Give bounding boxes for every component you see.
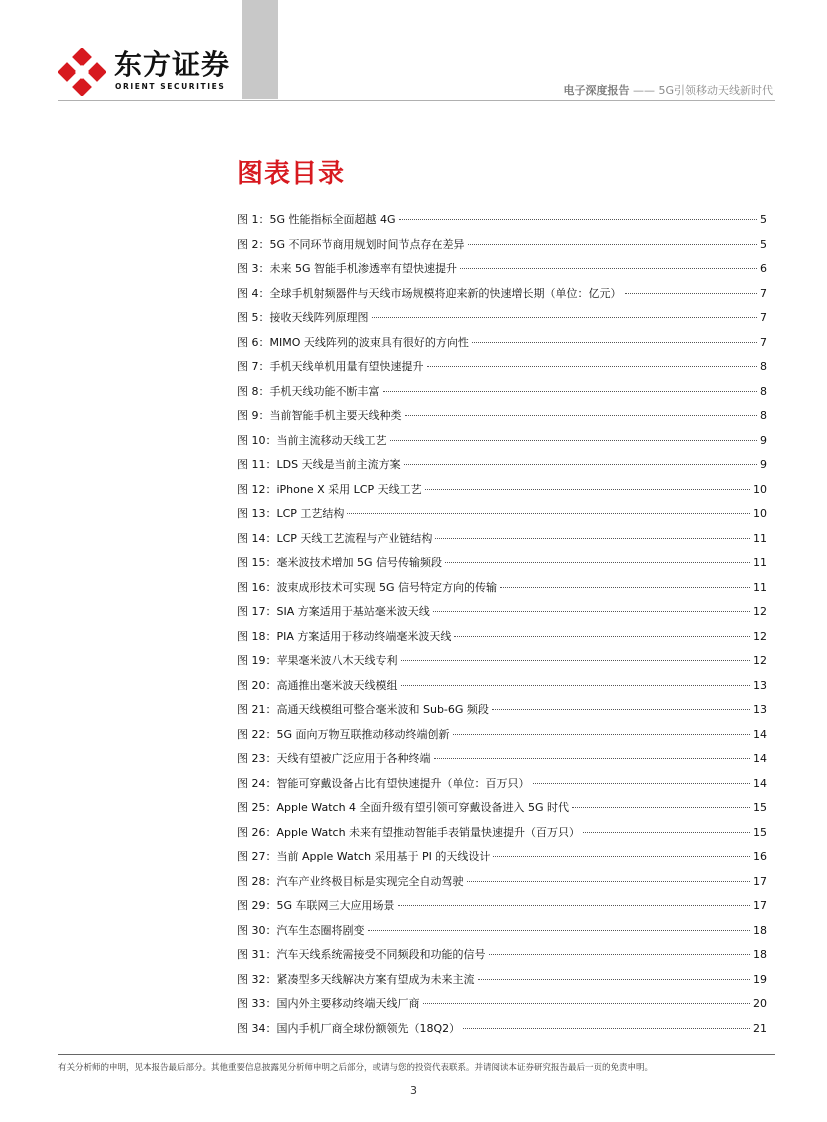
toc-leader-dots [399,219,757,220]
toc-entry-label: 图 9：当前智能手机主要天线种类 [237,409,402,422]
toc-entry[interactable] [237,282,767,307]
toc-entry-label: 图 3：未来 5G 智能手机渗透率有望快速提升 [237,262,458,275]
toc-entry-page: 14 [753,776,767,790]
toc-entry-label: 图 16：波束成形技术可实现 5G 信号特定方向的传输 [237,580,498,594]
toc-leader-dots [445,562,750,563]
toc-entry-page: 18 [753,948,767,961]
toc-entry-label: 图 22：5G 面向万物互联推动移动终端创新 [237,727,450,741]
toc-entry[interactable] [237,992,767,1017]
toc-entry-label: 图 26：Apple Watch 未来有望推动智能手表销量快速提升（百万只） [237,825,581,839]
header-separator: —— [632,84,655,97]
toc-entry[interactable] [237,502,767,527]
toc-entry-page: 8 [760,360,767,373]
toc-entry[interactable] [237,306,767,331]
toc-entry[interactable] [237,796,767,821]
toc-entry-page: 17 [753,899,767,912]
toc-entry-page: 5 [760,213,767,226]
toc-entry[interactable] [237,845,767,870]
toc-entry-label: 图 13：LCP 工艺结构 [237,507,345,520]
toc-leader-dots [500,587,750,588]
toc-leader-dots [463,1028,750,1029]
toc-leader-dots [425,489,750,490]
toc-entry-page: 8 [760,409,767,422]
toc-entry-label: 图 28：汽车产业终极目标是实现完全自动驾驶 [237,874,464,888]
toc-leader-dots [435,538,750,539]
toc-entry-page: 20 [753,997,767,1010]
header-divider [58,100,775,101]
footer-divider [58,1054,775,1055]
toc-title: 图表目录 [237,159,346,189]
toc-leader-dots [401,685,751,686]
toc-leader-dots [423,1003,751,1004]
toc-leader-dots [583,832,750,833]
toc-entry[interactable] [237,894,767,919]
toc-entry[interactable] [237,355,767,380]
toc-entry[interactable] [237,331,767,356]
toc-leader-dots [427,366,758,367]
toc-leader-dots [454,636,750,637]
toc-entry[interactable] [237,208,767,233]
toc-leader-dots [468,244,757,245]
toc-entry-page: 18 [753,923,767,937]
toc-entry-label: 图 24：智能可穿戴设备占比有望快速提升（单位：百万只） [237,776,530,790]
toc-leader-dots [372,317,758,318]
toc-entry-page: 10 [753,482,767,496]
toc-leader-dots [625,293,758,294]
toc-entry-page: 12 [753,629,767,643]
toc-entry-label: 图 34：国内手机厂商全球份额领先（18Q2） [237,1021,461,1035]
toc-entry[interactable] [237,527,767,552]
toc-leader-dots [472,342,757,343]
page-number: 3 [410,1084,417,1097]
toc-entry[interactable] [237,649,767,674]
toc-leader-dots [493,856,750,857]
toc-entry[interactable] [237,772,767,797]
toc-entry[interactable] [237,821,767,846]
toc-entry[interactable] [237,380,767,405]
toc-entry-page: 11 [753,556,767,569]
toc-entry-page: 7 [760,311,767,324]
toc-entry[interactable] [237,600,767,625]
toc-entry[interactable] [237,233,767,258]
toc-entry-page: 19 [753,972,767,986]
toc-entry-label: 图 5：接收天线阵列原理图 [237,311,369,324]
toc-leader-dots [347,513,750,514]
toc-leader-dots [383,391,758,392]
toc-entry-label: 图 33：国内外主要移动终端天线厂商 [237,997,420,1010]
toc-entry-label: 图 11：LDS 天线是当前主流方案 [237,458,401,471]
toc-entry-page: 9 [760,433,767,447]
toc-leader-dots [478,979,751,980]
toc-entry[interactable] [237,943,767,968]
toc-leader-dots [460,268,757,269]
toc-entry-page: 10 [753,507,767,520]
toc-entry-label: 图 17：SIA 方案适用于基站毫米波天线 [237,605,430,618]
brand-logo [58,48,248,98]
toc-leader-dots [405,415,758,416]
footer-disclaimer: 有关分析师的申明，见本报告最后部分。其他重要信息披露见分析师申明之后部分，或请与您的投资代表联系。并请阅读本证券研究报告最后一页的免责申明。 [58,1063,654,1073]
toc-entry[interactable] [237,870,767,895]
toc-entry-label: 图 15：毫米波技术增加 5G 信号传输频段 [237,556,443,569]
toc-entry-label: 图 7：手机天线单机用量有望快速提升 [237,360,424,373]
toc-entry[interactable] [237,747,767,772]
toc-entry[interactable] [237,968,767,993]
toc-leader-dots [492,709,750,710]
toc-entry-page: 8 [760,384,767,398]
toc-entry-label: 图 10：当前主流移动天线工艺 [237,433,387,447]
toc-entry-page: 11 [753,531,767,545]
toc-leader-dots [453,734,750,735]
toc-entry[interactable] [237,698,767,723]
toc-entry-label: 图 21：高通天线模组可整合毫米波和 Sub-6G 频段 [237,703,489,716]
toc-entry-page: 7 [760,286,767,300]
toc-entry[interactable] [237,551,767,576]
toc-leader-dots [401,660,751,661]
toc-entry[interactable] [237,674,767,699]
toc-entry-label: 图 29：5G 车联网三大应用场景 [237,899,395,912]
toc-entry[interactable] [237,723,767,748]
toc-leader-dots [390,440,758,441]
report-type: 电子深度报告 [563,84,630,97]
toc-leader-dots [533,783,751,784]
toc-entry-label: 图 1：5G 性能指标全面超越 4G [237,213,396,226]
toc-entry-page: 12 [753,654,767,667]
report-title: 5G引领移动天线新时代 [658,84,773,97]
toc-entry-label: 图 27：当前 Apple Watch 采用基于 PI 的天线设计 [237,850,491,863]
toc-entry-label: 图 23：天线有望被广泛应用于各种终端 [237,752,431,765]
toc-entry-page: 5 [760,237,767,251]
toc-entry-page: 16 [753,850,767,863]
toc-entry[interactable] [237,453,767,478]
toc-entry-page: 7 [760,335,767,349]
toc-entry-label: 图 4：全球手机射频器件与天线市场规模将迎来新的快速增长期（单位：亿元） [237,286,622,300]
toc-entry[interactable] [237,404,767,429]
toc-entry-page: 21 [753,1021,767,1035]
toc-entry-page: 15 [753,801,767,814]
toc-entry[interactable] [237,625,767,650]
toc-entry[interactable] [237,478,767,503]
report-header [563,82,773,98]
toc-entry-page: 15 [753,825,767,839]
toc-entry-page: 12 [753,605,767,618]
toc-entry-page: 9 [760,458,767,471]
toc-entry-label: 图 19：苹果毫米波八木天线专利 [237,654,398,667]
toc-entry-label: 图 8：手机天线功能不断丰富 [237,384,380,398]
toc-entry-label: 图 20：高通推出毫米波天线模组 [237,678,398,692]
toc-entry-label: 图 14：LCP 天线工艺流程与产业链结构 [237,531,433,545]
orient-logo-icon [58,48,106,96]
toc-leader-dots [368,930,751,931]
toc-leader-dots [572,807,750,808]
toc-entry[interactable] [237,1017,767,1042]
toc-entry-label: 图 2：5G 不同环节商用规划时间节点存在差异 [237,237,465,251]
toc-leader-dots [467,881,751,882]
toc-entry-page: 11 [753,580,767,594]
toc-leader-dots [404,464,757,465]
brand-name-cn: 东方证券 [114,48,231,81]
toc-entry[interactable] [237,919,767,944]
toc-entry-page: 14 [753,752,767,765]
toc-leader-dots [489,954,751,955]
toc-entry-label: 图 31：汽车天线系统需接受不同频段和功能的信号 [237,948,486,961]
toc-entry-page: 14 [753,727,767,741]
toc-entry-label: 图 18：PIA 方案适用于移动终端毫米波天线 [237,629,452,643]
toc-entry-page: 6 [760,262,767,275]
toc-leader-dots [433,611,750,612]
toc-entry[interactable] [237,576,767,601]
toc-entry-page: 13 [753,678,767,692]
toc-entry-label: 图 25：Apple Watch 4 全面升级有望引领可穿戴设备进入 5G 时代 [237,801,570,814]
toc-list [237,208,767,1041]
toc-entry-page: 13 [753,703,767,716]
toc-entry-label: 图 6：MIMO 天线阵列的波束具有很好的方向性 [237,335,469,349]
toc-entry[interactable] [237,257,767,282]
toc-leader-dots [434,758,751,759]
brand-name-en: ORIENT SECURITIES [115,82,226,91]
toc-entry-page: 17 [753,874,767,888]
toc-leader-dots [398,905,750,906]
toc-entry[interactable] [237,429,767,454]
toc-entry-label: 图 30：汽车生态圈将剧变 [237,923,365,937]
toc-entry-label: 图 12：iPhone X 采用 LCP 天线工艺 [237,482,422,496]
toc-entry-label: 图 32：紧凑型多天线解决方案有望成为未来主流 [237,972,475,986]
